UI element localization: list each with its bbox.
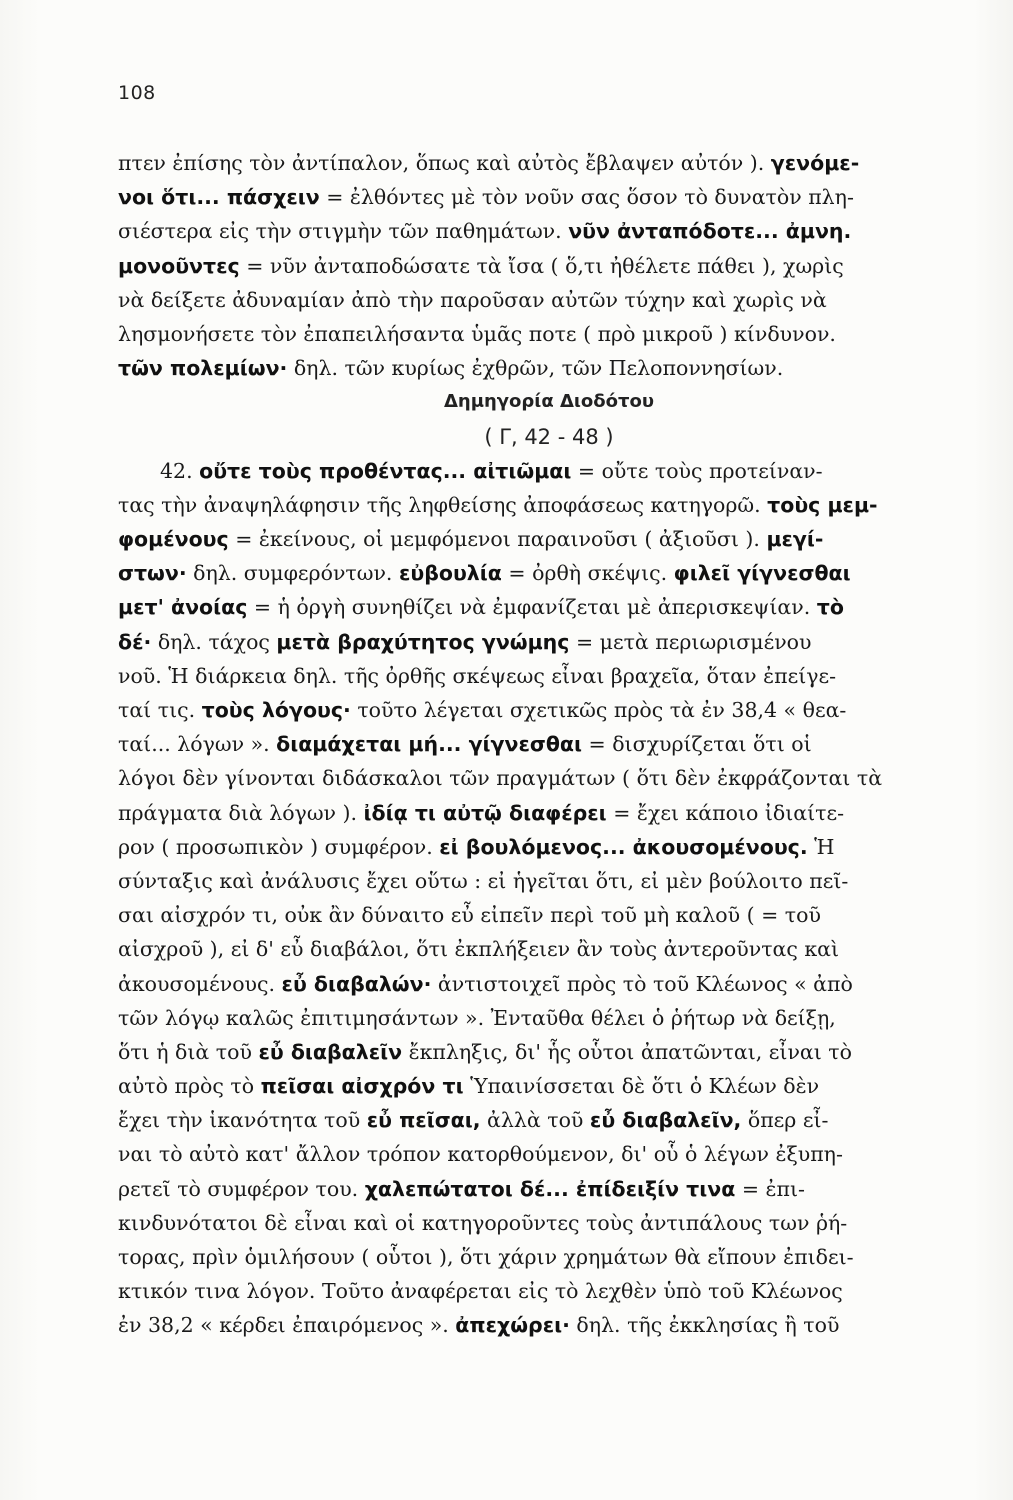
- commentary-text-run: δηλ. τῶν κυρίως ἐχθρῶν, τῶν Πελοποννησίων.: [287, 356, 784, 381]
- commentary-text-run: δηλ. τάχος: [151, 629, 277, 654]
- commentary-text-run: = ἔχει κάποιο ἰδιαίτε-: [606, 800, 845, 825]
- lemma-term: τοὺς λόγους·: [201, 698, 351, 722]
- commentary-text-run: Ἡ: [807, 834, 835, 859]
- commentary-text-run: σαι αἰσχρόν τι, οὐκ ἂν δύναιτο εὖ εἰπεῖν περὶ τοῦ μὴ καλοῦ ( = τοῦ: [118, 903, 821, 928]
- text-line: [118, 351, 980, 385]
- commentary-text-run: κτικόν τινα λόγον. Τοῦτο ἀναφέρεται εἰς τὸ λεχθὲν ὑπὸ τοῦ Κλέωνος: [118, 1279, 843, 1304]
- text-line: [118, 898, 980, 932]
- text-line: [118, 1240, 980, 1274]
- lemma-term: φιλεῖ γίγνεσθαι: [673, 561, 851, 586]
- lemma-term: γενόμε-: [770, 151, 860, 175]
- commentary-text-run: = ἐπι-: [735, 1176, 805, 1201]
- text-line: [118, 625, 980, 659]
- commentary-text-run: νὰ δείξετε ἀδυναμίαν ἀπὸ τὴν παροῦσαν αὐτῶν τύχην καὶ χωρὶς νὰ: [118, 287, 827, 312]
- text-line: [118, 556, 980, 590]
- text-line: [118, 454, 980, 488]
- commentary-text-run: σιέστερα εἰς τὴν στιγμὴν τῶν παθημάτων.: [118, 219, 569, 244]
- text-line: [118, 864, 980, 898]
- commentary-text-run: ἔκπληξις, δι' ἧς οὗτοι ἀπατῶνται, εἶναι τὸ: [402, 1039, 852, 1064]
- page-number: 108: [118, 82, 156, 104]
- lemma-term: εἰ βουλόμενος... ἀκουσομένους.: [439, 834, 808, 859]
- commentary-text-run: = ἐλθόντες μὲ τὸν νοῦν σας ὅσον τὸ δυνατὸν πλη-: [319, 185, 854, 210]
- lemma-term: ἀπεχώρει·: [455, 1313, 570, 1338]
- commentary-text-run: ὅπερ εἶ-: [741, 1108, 829, 1133]
- commentary-text-run: τορας, πρὶν ὁμιλήσουν ( οὗτοι ), ὅτι χάριν χρημάτων θὰ εἴπουν ἐπιδει-: [118, 1245, 854, 1269]
- text-line: [118, 1274, 980, 1308]
- commentary-text-run: ὅτι ἡ διὰ τοῦ: [118, 1039, 259, 1064]
- text-line: [118, 1069, 980, 1103]
- text-line: [118, 761, 980, 795]
- lemma-term: τὸ: [816, 595, 844, 620]
- lemma-term: οὔτε τοὺς προθέντας... αἰτιῶμαι: [199, 458, 572, 483]
- text-line: [118, 214, 980, 248]
- lemma-term: εὖ διαβαλεῖν: [258, 1039, 403, 1064]
- text-line: [118, 967, 980, 1001]
- commentary-text-run: = δισχυρίζεται ὅτι οἱ: [582, 732, 812, 757]
- text-line: [118, 830, 980, 864]
- commentary-text-run: = ἐκείνους, οἱ μεμφόμενοι παραινοῦσι ( ἀξιοῦσι ).: [228, 527, 767, 552]
- commentary-text-run: κινδυνότατοι δὲ εἶναι καὶ οἱ κατηγοροῦντες τοὺς ἀντιπάλους των ῥή-: [118, 1210, 848, 1235]
- commentary-text-run: Ὑπαινίσσεται δὲ ὅτι ὁ Κλέων δὲν: [463, 1074, 820, 1099]
- commentary-text-run: ρον ( προσωπικὸν ) συμφέρον.: [118, 834, 440, 859]
- text-line: [118, 1308, 980, 1342]
- text-line: [118, 1103, 980, 1137]
- text-line: [118, 932, 980, 966]
- text-line: [118, 1035, 980, 1069]
- text-line: [118, 693, 980, 727]
- text-line: [118, 1001, 980, 1035]
- lemma-term: εὖ διαβαλών·: [281, 971, 432, 996]
- lemma-term: εὐβουλία: [398, 561, 502, 586]
- section-heading: Δημηγορία Διοδότου: [443, 391, 654, 413]
- commentary-text-run: ναι τὸ αὐτὸ κατ' ἄλλον τρόπον κατορθούμενον, δι' οὗ ὁ λέγων ἐξυπη-: [118, 1142, 843, 1167]
- text-line: [118, 283, 980, 317]
- commentary-text-run: = οὔτε τοὺς προτείναν-: [571, 458, 823, 483]
- text-line: [118, 317, 980, 351]
- lemma-term: μεγί-: [766, 527, 824, 552]
- commentary-text-run: νοῦ. Ἡ διάρκεια δηλ. τῆς ὀρθῆς σκέψεως εἶναι βραχεῖα, ὅταν ἐπείγε-: [118, 663, 837, 688]
- commentary-text-run: ταί... λόγων ».: [118, 732, 277, 757]
- commentary-text-run: ρετεῖ τὸ συμφέρον του.: [118, 1176, 365, 1201]
- commentary-text-run: = μετὰ περιωρισμένου: [569, 629, 812, 654]
- text-line: [118, 796, 980, 830]
- commentary-text-run: = ἡ ὀργὴ συνηθίζει νὰ ἐμφανίζεται μὲ ἀπερισκεψίαν.: [247, 595, 817, 620]
- commentary-text-run: τοῦτο λέγεται σχετικῶς πρὸς τὰ ἐν 38,4 « θεα-: [350, 698, 847, 722]
- text-line: [118, 180, 980, 214]
- text-line: [118, 522, 980, 556]
- lemma-term: πεῖσαι αἰσχρόν τι: [260, 1074, 464, 1099]
- commentary-text: [118, 146, 980, 1343]
- commentary-paragraph-2: [118, 454, 980, 1343]
- lemma-term: εὖ πεῖσαι,: [366, 1108, 481, 1133]
- commentary-text-run: ἀλλὰ τοῦ: [480, 1108, 590, 1133]
- commentary-text-run: πτεν ἐπίσης τὸν ἀντίπαλον, ὅπως καὶ αὐτὸς ἔβλαψεν αὐτόν ).: [118, 151, 771, 175]
- lemma-term: νῦν ἀνταπόδοτε... ἀμνη.: [568, 219, 852, 244]
- lemma-term: μετ' ἀνοίας: [118, 595, 248, 620]
- lemma-term: τοὺς μεμ-: [767, 492, 878, 517]
- commentary-text-run: = ὀρθὴ σκέψις.: [501, 561, 674, 586]
- commentary-text-run: 42.: [160, 458, 200, 483]
- commentary-text-run: αὐτὸ πρὸς τὸ: [118, 1074, 261, 1099]
- lemma-term: ἰδίᾳ τι αὐτῷ διαφέρει: [363, 800, 607, 825]
- section-reference: ( Γ, 42 - 48 ): [484, 424, 614, 449]
- commentary-text-run: ἔχει τὴν ἱκανότητα τοῦ: [118, 1108, 367, 1133]
- commentary-text-run: = νῦν ἀνταποδώσατε τὰ ἴσα ( ὅ,τι ἠθέλετε πάθει ), χωρὶς: [239, 253, 844, 278]
- text-line: [118, 488, 980, 522]
- commentary-text-run: ἐν 38,2 « κέρδει ἐπαιρόμενος ».: [118, 1313, 456, 1338]
- lemma-term: φομένους: [118, 527, 229, 552]
- commentary-text-run: ἀντιστοιχεῖ πρὸς τὸ τοῦ Κλέωνος « ἀπὸ: [431, 971, 853, 996]
- lemma-term: μονοῦντες: [118, 253, 240, 278]
- commentary-text-run: τῶν λόγῳ καλῶς ἐπιτιμησάντων ». Ἐνταῦθα θέλει ὁ ῥήτωρ νὰ δείξῃ,: [118, 1005, 836, 1030]
- commentary-text-run: αἰσχροῦ ), εἰ δ' εὖ διαβάλοι, ὅτι ἐκπλήξειεν ἂν τοὺς ἀντεροῦντας καὶ: [118, 937, 840, 962]
- commentary-text-run: λησμονήσετε τὸν ἐπαπειλήσαντα ὑμᾶς ποτε ( πρὸ μικροῦ ) κίνδυνον.: [118, 321, 836, 346]
- lemma-term: στων·: [118, 561, 187, 586]
- text-line: [118, 727, 980, 761]
- lemma-term: χαλεπώτατοι δέ... ἐπίδειξίν τινα: [364, 1176, 736, 1201]
- lemma-term: μετὰ βραχύτητος γνώμης: [276, 629, 570, 654]
- text-line: [118, 659, 980, 693]
- lemma-term: τῶν πολεμίων·: [118, 356, 288, 381]
- text-line: [118, 590, 980, 624]
- lemma-term: εὖ διαβαλεῖν,: [589, 1108, 742, 1133]
- commentary-text-run: τας τὴν ἀναψηλάφησιν τῆς ληφθείσης ἀποφάσεως κατηγορῶ.: [118, 492, 768, 517]
- text-line: [118, 146, 980, 180]
- commentary-text-run: δηλ. συμφερόντων.: [186, 561, 399, 586]
- lemma-term: δέ·: [118, 629, 152, 654]
- text-line: [118, 1172, 980, 1206]
- lemma-term: νοι ὅτι... πάσχειν: [118, 185, 320, 210]
- text-line: [118, 249, 980, 283]
- commentary-text-run: ἀκουσομένους.: [118, 971, 282, 996]
- lemma-term: διαμάχεται μή... γίγνεσθαι: [276, 732, 582, 757]
- commentary-paragraph-1: [118, 146, 980, 385]
- commentary-text-run: λόγοι δὲν γίνονται διδάσκαλοι τῶν πραγμάτων ( ὅτι δὲν ἐκφράζονται τὰ: [118, 766, 883, 791]
- commentary-text-run: δηλ. τῆς ἐκκλησίας ἢ τοῦ: [569, 1313, 840, 1338]
- text-line: [118, 1137, 980, 1171]
- commentary-text-run: ταί τις.: [118, 698, 202, 722]
- commentary-text-run: πράγματα διὰ λόγων ).: [118, 800, 364, 825]
- text-line: [118, 1206, 980, 1240]
- commentary-text-run: σύνταξις καὶ ἀνάλυσις ἔχει οὕτω : εἰ ἡγεῖται ὅτι, εἰ μὲν βούλοιτο πεῖ-: [118, 868, 849, 893]
